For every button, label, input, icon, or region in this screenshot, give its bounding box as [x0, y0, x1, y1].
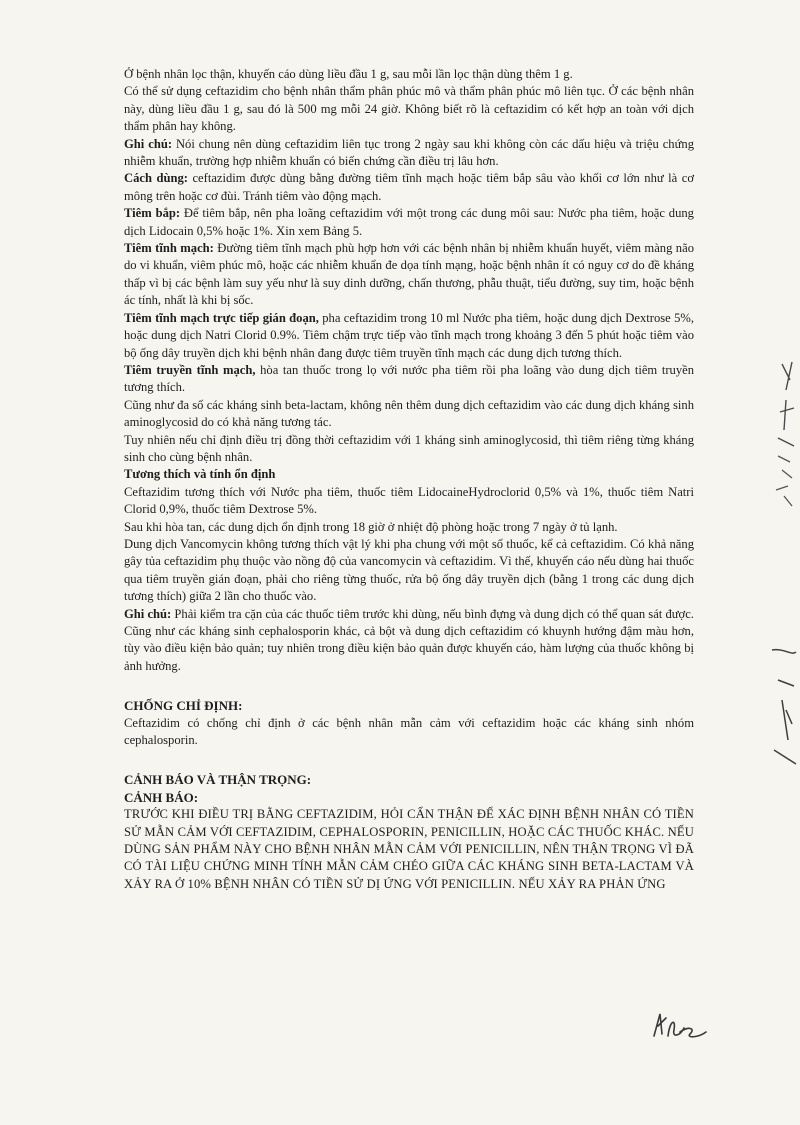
paragraph: Có thể sử dụng ceftazidim cho bệnh nhân thẩm phân phúc mô và thẩm phân phúc mô liên tục. Ở các bệnh nhân này, dùng liều đầu 1 g, sau đó là 500 mg mỗi 24 giờ. Không biết rõ là ceftazidim có kết hợp an toàn với dịch thẩm phân hay không. — [124, 84, 694, 134]
paragraph-label: Tiêm tĩnh mạch: — [124, 241, 214, 256]
section-heading: CẢNH BÁO: — [124, 789, 199, 805]
warning-paragraph: TRƯỚC KHI ĐIỀU TRỊ BẰNG CEFTAZIDIM, HỎI CẨN THẬN ĐỂ XÁC ĐỊNH BỆNH NHÂN CÓ TIỀN SỬ MẪN CẢM VỚI CEFTAZIDIM, CEPHALOSPORIN, PENICILLIN, HOẶC CÁC THUỐC KHÁC. NẾU DÙNG SẢN PHẨM NÀY CHO BỆNH NHÂN MẪN CẢM VỚI PENICILLIN, NÊN THẬN TRỌNG VÌ ĐÃ CÓ TÀI LIỆU CHỨNG MINH TÍNH MẪN CẢM CHÉO GIỮA CÁC KHÁNG SINH BETA-LACTAM VÀ XẢY RA Ở 10% BỆNH NHÂN CÓ TIỀN SỬ DỊ ỨNG VỚI PENICILLIN. NẾU XẢY RA PHẢN ỨNG — [124, 807, 694, 891]
paragraph: Ceftazidim tương thích với Nước pha tiêm, thuốc tiêm LidocaineHydroclorid 0,5% và 1%, thuốc tiêm Natri Clorid 0,9%, thuốc tiêm Dextrose 5%. — [124, 484, 694, 517]
section-heading: CẢNH BÁO VÀ THẬN TRỌNG: — [124, 772, 312, 788]
labeled-paragraph — [124, 606, 694, 623]
handwritten-initials — [650, 1006, 710, 1042]
paragraph-text: hòa tan thuốc trong lọ với nước pha tiêm rồi pha loãng vào dung dịch tiêm truyền tương thích. — [124, 362, 694, 395]
paragraph-label: Cách dùng: — [124, 171, 188, 186]
paragraph-text: Nói chung nên dùng ceftazidim liên tục trong 2 ngày sau khi không còn các dấu hiệu và triệu chứng nhiễm khuẩn, trường hợp nhiễm khuẩn có biến chứng cần điều trị lâu hơn. — [124, 136, 694, 169]
paragraph: Dung dịch Vancomycin không tương thích vật lý khi pha chung với một số thuốc, kể cả ceftazidim. Có khả năng gây tủa ceftazidim phụ thuộc vào nồng độ của vancomycin và ceftazidim. Vì thế, khuyến cáo nếu dùng hai thuốc qua tiêm truyền gián đoạn, phải cho riêng từng thuốc, rửa bộ ống dây truyền dịch (bằng 1 trong các dung dịch tương thích) giữa 2 lần cho thuốc vào. — [124, 536, 694, 604]
labeled-paragraph — [124, 170, 694, 205]
paragraph-label: Tiêm bắp: — [124, 206, 181, 221]
paragraph: Ceftazidim có chống chỉ định ở các bệnh nhân mẫn cảm với ceftazidim hoặc các kháng sinh nhóm cephalosporin. — [124, 715, 694, 748]
paragraph-label: Tiêm truyền tĩnh mạch, — [124, 362, 256, 377]
labeled-paragraph — [124, 205, 694, 240]
document-body — [124, 66, 694, 893]
spacer — [124, 675, 694, 697]
labeled-paragraph — [124, 136, 694, 171]
paragraph-text: ceftazidim được dùng bằng đường tiêm tĩnh mạch hoặc tiêm bắp sâu vào khối cơ lớn như là cơ mông trên hoặc cơ đùi. Tránh tiêm vào động mạch. — [124, 171, 694, 203]
paragraph-label: Ghi chú: — [124, 606, 172, 621]
subsection-heading: Tương thích và tính ổn định — [124, 467, 276, 482]
paragraph-label: Ghi chú: — [124, 136, 173, 151]
paragraph: Cũng như đa số các kháng sinh beta-lactam, không nên thêm dung dịch ceftazidim vào các dung dịch kháng sinh aminoglycosid do có khả năng tương tác. — [124, 397, 694, 430]
paragraph: Sau khi hòa tan, các dung dịch ổn định trong 18 giờ ở nhiệt độ phòng hoặc trong 7 ngày ở tủ lạnh. — [124, 519, 618, 534]
paragraph-text: Để tiêm bắp, nên pha loãng ceftazidim với một trong các dung môi sau: Nước pha tiêm, hoặc dung dịch Lidocain 0,5% hoặc 1%. Xin xem Bảng 5. — [124, 206, 694, 238]
margin-stamp-fragment-3 — [768, 640, 800, 770]
paragraph-label: Tiêm tĩnh mạch trực tiếp gián đoạn, — [124, 310, 319, 325]
paragraph: Cũng như các kháng sinh cephalosporin khác, cả bột và dung dịch ceftazidim có khuynh hướng đậm màu hơn, tùy vào điều kiện bảo quản; tuy nhiên trong điều kiện bảo quản được khuyến cáo, hàm lượng của thuốc không bị ảnh hưởng. — [124, 624, 694, 673]
labeled-paragraph — [124, 310, 694, 362]
paragraph-text: pha ceftazidim trong 10 ml Nước pha tiêm, hoặc dung dịch Dextrose 5%, hoặc dung dịch Natri Clorid 0.9%. Tiêm chậm trực tiếp vào tĩnh mạch trong khoảng 3 đến 5 phút hoặc tiêm vào bộ ống dây truyền dịch khi bệnh nhân đang được tiêm truyền tĩnh mạch các dung dịch tương thích. — [124, 310, 695, 360]
spacer — [124, 749, 694, 771]
paragraph: Tuy nhiên nếu chỉ định điều trị đồng thời ceftazidim với 1 kháng sinh aminoglycosid, thì tiêm riêng từng kháng sinh cho cùng bệnh nhân. — [124, 432, 694, 464]
paragraph-text: Phải kiểm tra cặn của các thuốc tiêm trước khi dùng, nếu bình đựng và dung dịch có thể quan sát được. — [171, 606, 694, 621]
paragraph-text: Đường tiêm tĩnh mạch phù hợp hơn với các bệnh nhân bị nhiễm khuẩn huyết, viêm màng não do vi khuẩn, viêm phúc mô, hoặc các nhiễm khuẩn đe dọa tính mạng, hoặc bệnh nhân ít có nguy cơ do đề kháng thấp vì bị các bệnh làm suy yếu như là suy dinh dưỡng, chấn thương, phẫu thuật, tiểu đường, suy tim, hoặc bệnh ác tính, nhất là khi bị sốc. — [124, 241, 694, 308]
margin-stamp-fragment-2 — [770, 450, 800, 510]
paragraph: Ở bệnh nhân lọc thận, khuyến cáo dùng liều đầu 1 g, sau mỗi lần lọc thận dùng thêm 1 g. — [124, 67, 573, 81]
labeled-paragraph — [124, 362, 694, 397]
section-heading: CHỐNG CHỈ ĐỊNH: — [124, 698, 243, 714]
labeled-paragraph — [124, 240, 694, 310]
margin-stamp-fragment — [772, 360, 800, 450]
